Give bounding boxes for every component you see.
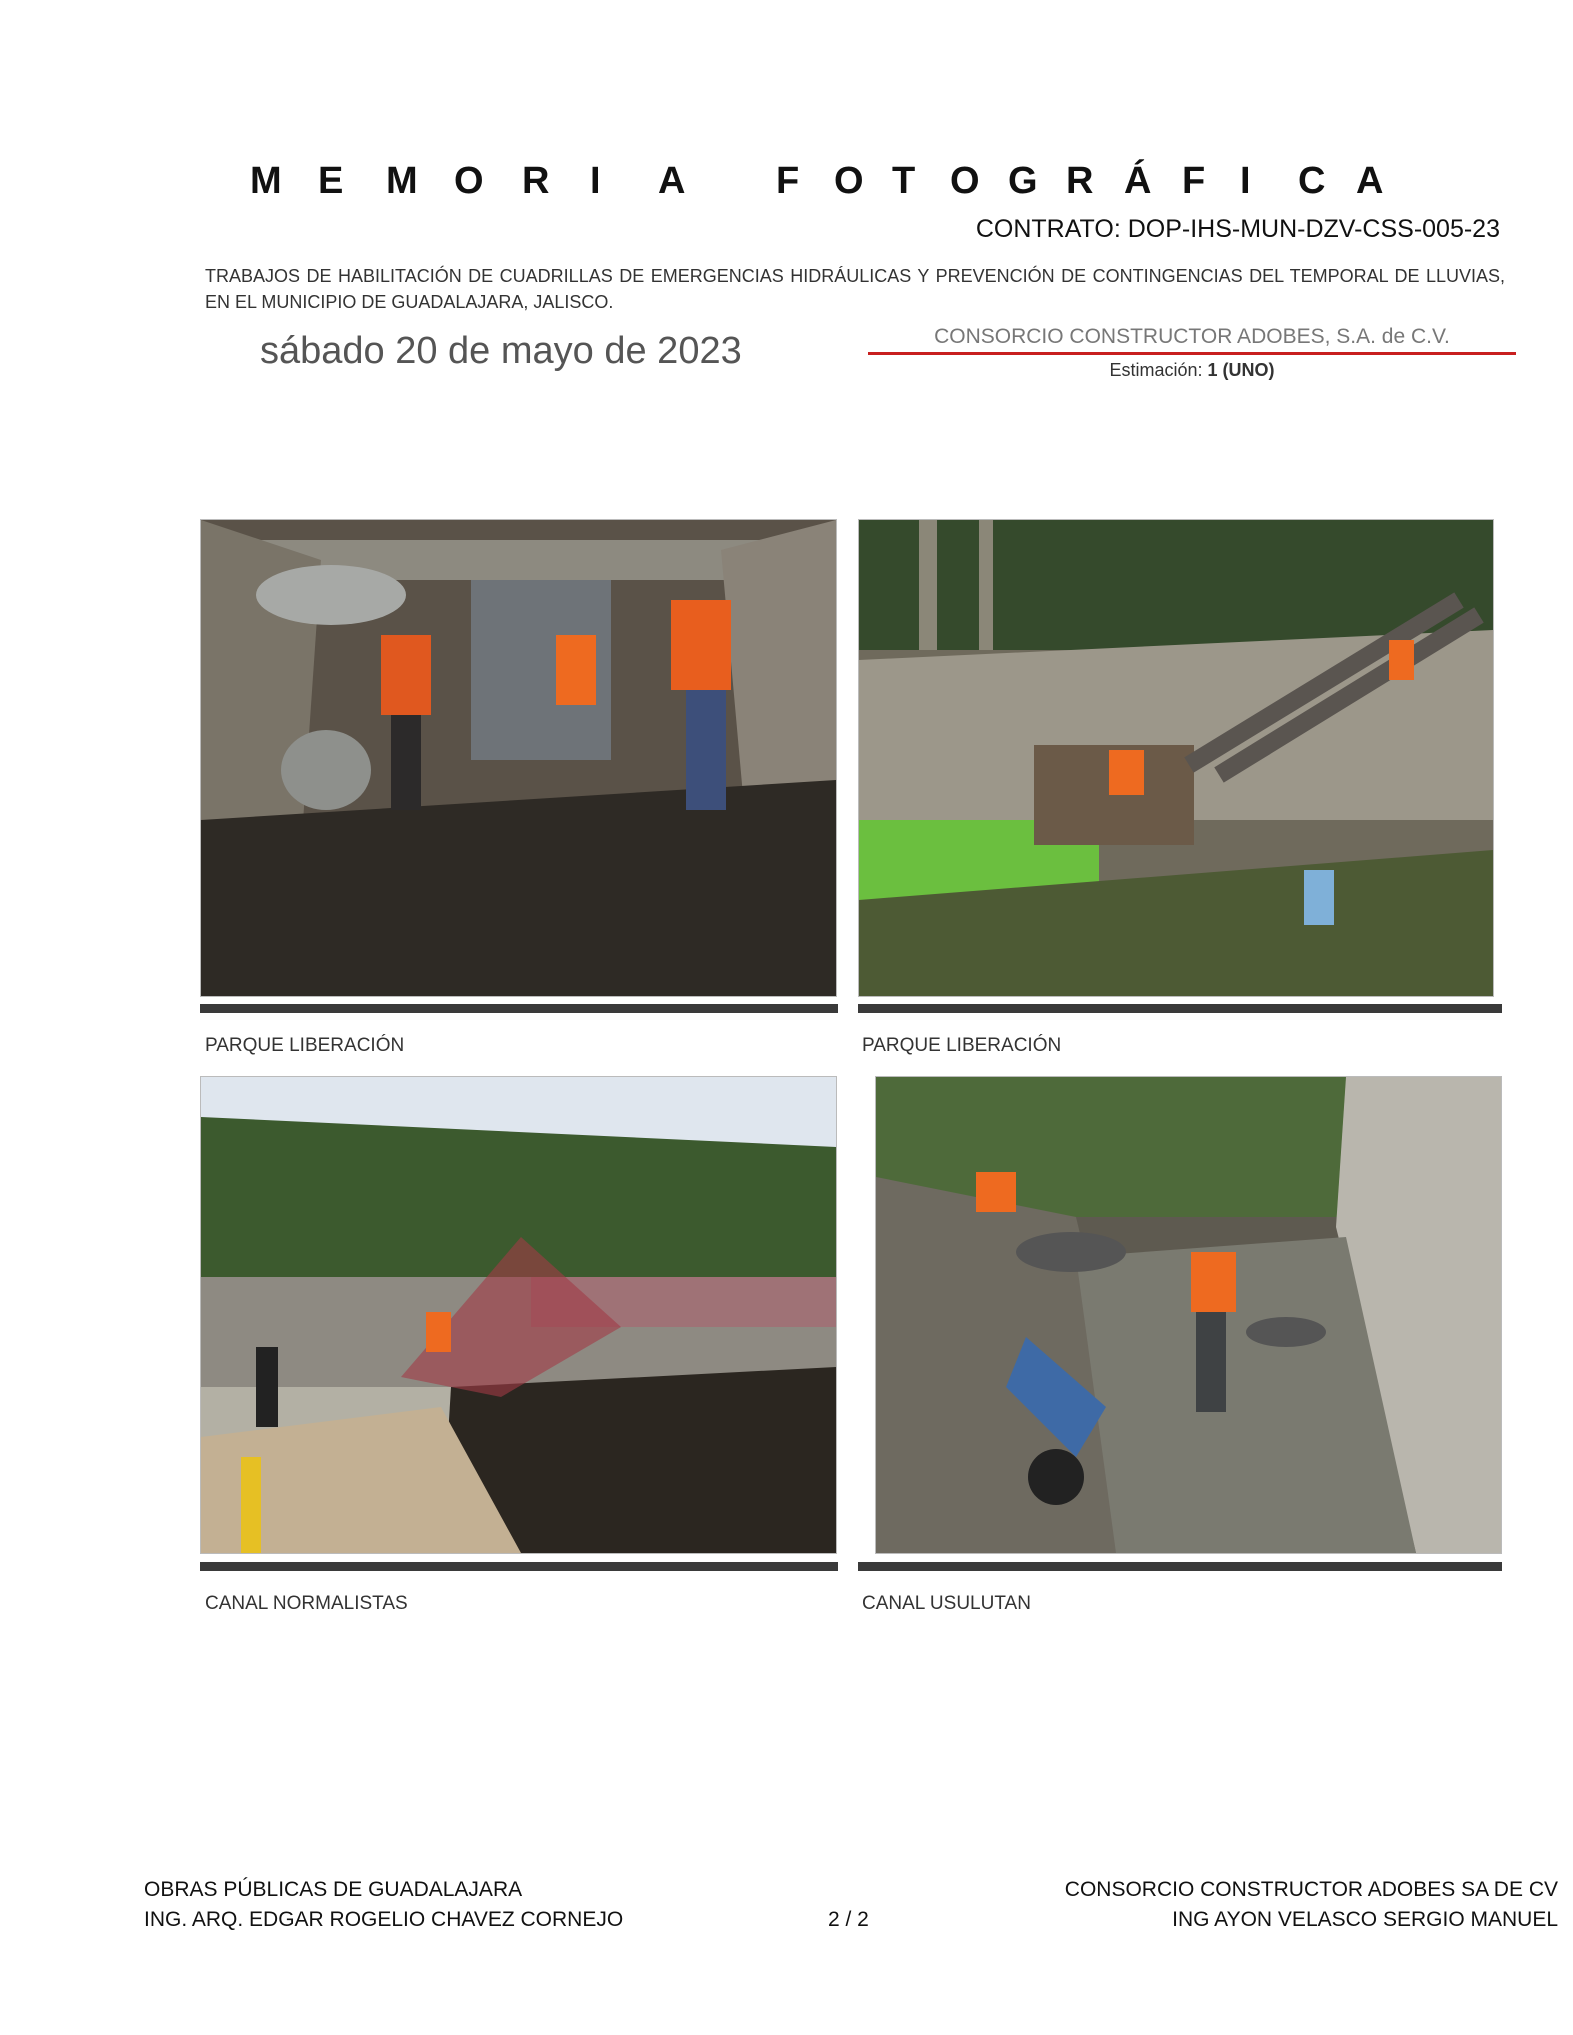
- photo-3: [200, 1076, 837, 1554]
- photo-3-bar: [200, 1562, 838, 1571]
- photo-1-caption: PARQUE LIBERACIÓN: [205, 1035, 405, 1056]
- photo-bridge-canal: [201, 1077, 836, 1553]
- title-letter: F: [776, 160, 800, 202]
- title-letter: R: [1066, 160, 1094, 202]
- footer-left-line2: ING. ARQ. EDGAR ROGELIO CHAVEZ CORNEJO: [144, 1908, 624, 1931]
- estimate-value: 1 (UNO): [1207, 360, 1275, 380]
- photo-1-bar: [200, 1004, 838, 1013]
- title-letter: O: [834, 160, 864, 202]
- title-letter: I: [590, 160, 601, 202]
- photo-2-caption: PARQUE LIBERACIÓN: [862, 1035, 1062, 1056]
- estimate: [868, 360, 1516, 381]
- red-divider: [868, 352, 1516, 355]
- title-letter: I: [1240, 160, 1251, 202]
- photo-1: [200, 519, 837, 997]
- photo-4-caption: CANAL USULUTAN: [862, 1593, 1031, 1614]
- title-letter: M: [386, 160, 418, 202]
- title-letter: R: [522, 160, 550, 202]
- photo-2: [858, 519, 1494, 997]
- footer-right: [1065, 1875, 1558, 1935]
- title-letter: O: [454, 160, 484, 202]
- footer-right-line1: CONSORCIO CONSTRUCTOR ADOBES SA DE CV: [1064, 1878, 1558, 1901]
- title-letter: F: [1182, 160, 1206, 202]
- contract-number: CONTRATO: DOP-IHS-MUN-DZV-CSS-005-23: [975, 215, 1500, 243]
- title-letter: C: [1298, 160, 1326, 202]
- title-letter: Á: [1124, 160, 1152, 202]
- report-date: sábado 20 de mayo de 2023: [260, 330, 742, 372]
- photo-workers-culvert: [201, 520, 836, 996]
- photo-2-bar: [858, 1004, 1502, 1013]
- title-letter: A: [1356, 160, 1384, 202]
- company-name: CONSORCIO CONSTRUCTOR ADOBES, S.A. de C.V.: [934, 325, 1450, 348]
- title-letter: T: [892, 160, 916, 202]
- page-number: 2 / 2: [828, 1908, 869, 1931]
- title-letter: E: [318, 160, 344, 202]
- title-letter: M: [250, 160, 282, 202]
- photo-4-bar: [858, 1562, 1502, 1571]
- photo-canal-wheelbarrows: [876, 1077, 1501, 1553]
- footer-left-line1: OBRAS PÚBLICAS DE GUADALAJARA: [144, 1878, 523, 1901]
- photo-3-caption: CANAL NORMALISTAS: [205, 1593, 408, 1614]
- footer-left: [144, 1875, 623, 1935]
- photo-workers-pipes: [859, 520, 1493, 996]
- photo-4: [875, 1076, 1502, 1554]
- title-letter: G: [1008, 160, 1038, 202]
- footer-right-line2: ING AYON VELASCO SERGIO MANUEL: [1172, 1908, 1558, 1931]
- project-description: TRABAJOS DE HABILITACIÓN DE CUADRILLAS DE EMERGENCIAS HIDRÁULICAS Y PREVENCIÓN DE CONTINGENCIAS DEL TEMPORAL DE LLUVIAS, EN EL MUNICIPIO DE GUADALAJARA, JALISCO.: [205, 266, 1505, 312]
- estimate-label: Estimación:: [1109, 360, 1203, 380]
- title-letter: A: [658, 160, 686, 202]
- title-letter: O: [950, 160, 980, 202]
